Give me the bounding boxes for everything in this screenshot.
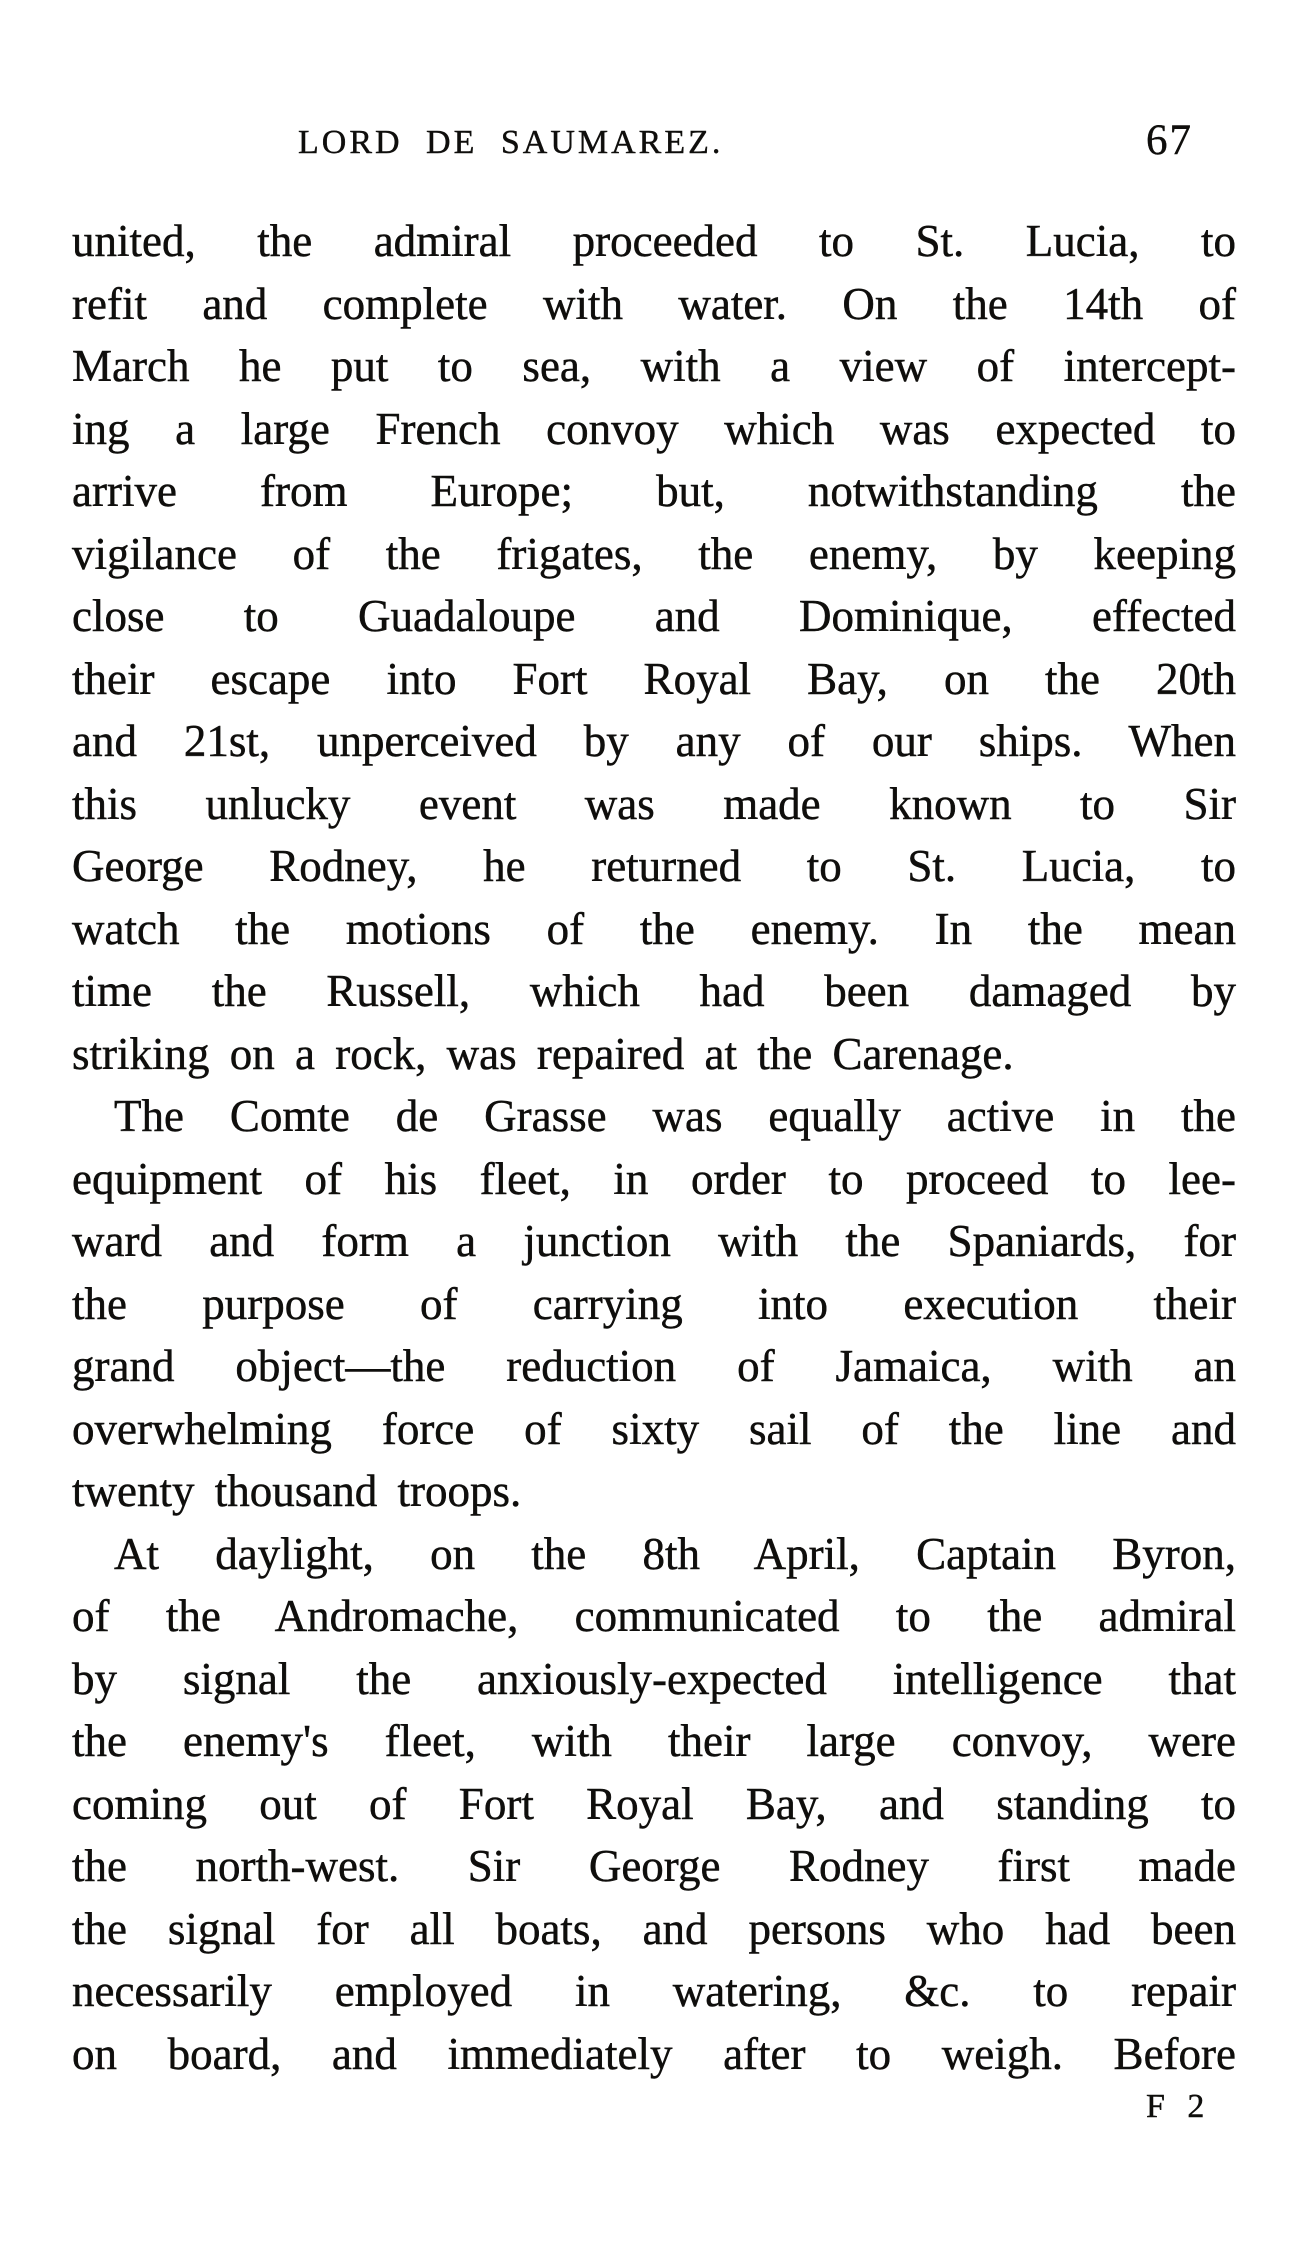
text-line: ward and form a junction with the Spaniards, for [72, 1216, 1236, 1266]
text-line: At daylight, on the 8th April, Captain Byron, [114, 1528, 1236, 1579]
text-line: ing a large French convoy which was expected to [72, 403, 1236, 454]
text-line: grand object—the reduction of Jamaica, with an [72, 1341, 1236, 1391]
text-line: striking on a rock, was repaired at the Carenage. [72, 1028, 1014, 1079]
text-line: equipment of his fleet, in order to proceed to lee- [72, 1153, 1236, 1204]
text-line: of the Andromache, communicated to the admiral [72, 1591, 1236, 1641]
text-line: the enemy's fleet, with their large convoy, were [72, 1716, 1236, 1766]
text-line: watch the motions of the enemy. In the mean [72, 903, 1236, 954]
text-line: The Comte de Grasse was equally active in the [114, 1091, 1236, 1141]
text-line: twenty thousand troops. [72, 1466, 522, 1516]
text-line: by signal the anxiously-expected intelligence that [72, 1653, 1236, 1704]
text-line: this unlucky event was made known to Sir [72, 778, 1236, 829]
paragraph-1 [72, 210, 1236, 1085]
text-line: March he put to sea, with a view of intercept- [72, 341, 1236, 391]
paragraph-3 [72, 1523, 1236, 2086]
text-line: refit and complete with water. On the 14th of [72, 278, 1236, 329]
text-line: time the Russell, which had been damaged by [72, 966, 1236, 1016]
text-line: coming out of Fort Royal Bay, and standing to [72, 1778, 1236, 1829]
text-line: vigilance of the frigates, the enemy, by keeping [72, 528, 1236, 579]
text-line: necessarily employed in watering, &c. to repair [72, 1966, 1236, 2016]
text-line: and 21st, unperceived by any of our ships. When [72, 716, 1236, 766]
body-text [72, 210, 1236, 2085]
text-line: George Rodney, he returned to St. Lucia, to [72, 841, 1236, 891]
text-line: arrive from Europe; but, notwithstanding the [72, 466, 1236, 516]
text-line: the north-west. Sir George Rodney first made [72, 1841, 1236, 1891]
text-line: on board, and immediately after to weigh. Before [72, 2028, 1236, 2079]
paragraph-2 [72, 1085, 1236, 1523]
text-line: the signal for all boats, and persons who had been [72, 1903, 1236, 1954]
text-line: close to Guadaloupe and Dominique, effected [72, 591, 1236, 641]
signature-mark: F 2 [1146, 2088, 1212, 2125]
text-line: their escape into Fort Royal Bay, on the 20th [72, 653, 1236, 704]
page-number: 67 [1146, 117, 1193, 164]
text-line: the purpose of carrying into execution their [72, 1278, 1236, 1329]
running-head: LORD DE SAUMAREZ. [298, 124, 724, 161]
text-line: united, the admiral proceeded to St. Lucia, to [72, 216, 1236, 266]
text-line: overwhelming force of sixty sail of the line and [72, 1403, 1236, 1454]
